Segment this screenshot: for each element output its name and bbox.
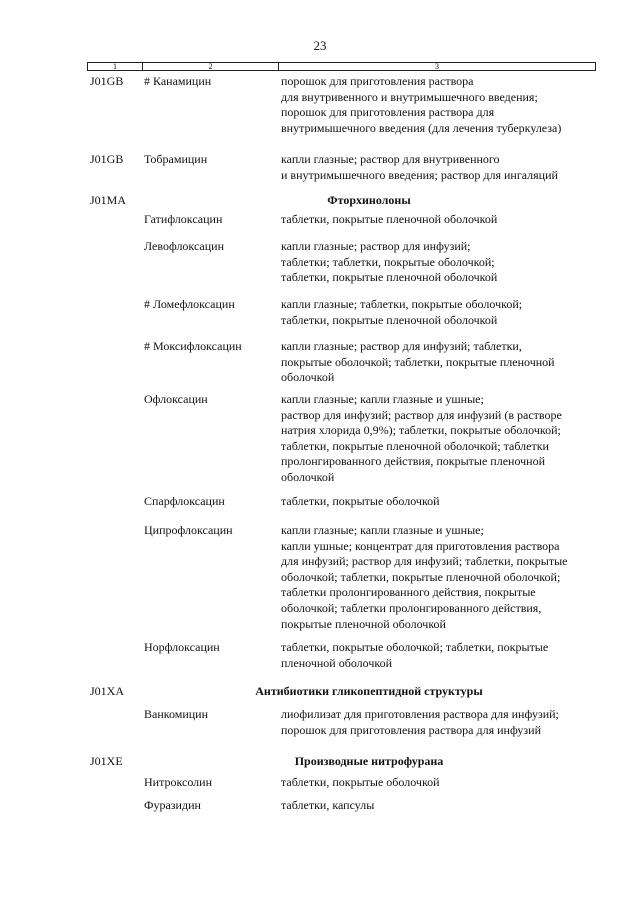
dosage-form-line: оболочкой xyxy=(281,470,335,484)
dosage-form-line: капли глазные; капли глазные и ушные; xyxy=(281,392,484,406)
dosage-form-line: таблетки, покрытые оболочкой xyxy=(281,775,440,789)
dosage-form-line: пролонгированного действия, покрытые пленочной xyxy=(281,454,546,469)
dosage-form-line: капли ушные; концентрат для приготовления раствора xyxy=(281,538,560,553)
drug-name: Ципрофлоксацин xyxy=(144,523,233,537)
group-heading: Производные нитрофурана xyxy=(294,754,444,768)
dosage-form-line: капли глазные; капли глазные и ушные; xyxy=(281,523,484,537)
atc-code: J01XA xyxy=(90,684,125,698)
dosage-form-line: внутримышечного введения (для лечения туберкулеза) xyxy=(281,120,562,135)
dosage-form-line: таблетки, покрытые оболочкой xyxy=(281,494,440,508)
dosage-form-line: таблетки, покрытые пленочной оболочкой xyxy=(281,212,498,226)
drug-name: Ванкомицин xyxy=(144,707,209,721)
dosage-form-line: лиофилизат для приготовления раствора для инфузий; xyxy=(281,707,559,721)
header-col-3: 3 xyxy=(435,62,439,71)
dosage-form-line: для внутривенного и внутримышечного введения; xyxy=(281,89,538,104)
atc-code: J01GB xyxy=(90,74,124,88)
atc-code: J01MA xyxy=(90,193,127,207)
drug-name: Норфлоксацин xyxy=(144,640,220,654)
dosage-form-line: капли глазные; таблетки, покрытые оболочкой; xyxy=(281,297,523,311)
dosage-form-line: таблетки, покрытые оболочкой; таблетки, покрытые xyxy=(281,640,549,654)
group-heading: Антибиотики гликопептидной структуры xyxy=(255,684,483,698)
dosage-form-line: порошок для приготовления раствора xyxy=(281,74,474,88)
drug-name: # Ломефлоксацин xyxy=(144,297,235,311)
header-col-2: 2 xyxy=(208,62,213,71)
dosage-form-line: таблетки, покрытые пленочной оболочкой xyxy=(281,270,498,285)
drug-name: Нитроксолин xyxy=(144,775,213,789)
dosage-form-line: оболочкой; таблетки, покрытые пленочной оболочкой; xyxy=(281,569,561,584)
dosage-form-line: для инфузий; раствор для инфузий; таблетки, покрытые xyxy=(281,554,568,569)
dosage-form-line: порошок для приготовления раствора для xyxy=(281,105,495,120)
drug-name: Офлоксацин xyxy=(144,392,208,406)
dosage-form-line: покрытые оболочкой; таблетки, покрытые пленочной xyxy=(281,354,555,369)
drug-name: Спарфлоксацин xyxy=(144,494,225,508)
dosage-form-line: раствор для инфузий; раствор для инфузий (в растворе xyxy=(281,407,562,422)
group-heading: Фторхинолоны xyxy=(327,193,411,207)
dosage-form-line: оболочкой xyxy=(281,370,335,385)
dosage-form-line: натрия хлорида 0,9%); таблетки, покрытые оболочкой; xyxy=(281,423,561,438)
drug-name: Фуразидин xyxy=(144,798,201,812)
drug-name: Гатифлоксацин xyxy=(144,212,223,226)
atc-code: J01XE xyxy=(90,754,123,768)
dosage-form-line: порошок для приготовления раствора для инфузий xyxy=(281,722,542,737)
dosage-form-line: капли глазные; раствор для инфузий; xyxy=(281,239,471,253)
drug-name: Левофлоксацин xyxy=(144,239,225,253)
dosage-form-line: оболочкой; таблетки пролонгированного действия, xyxy=(281,601,542,615)
drug-name: Тобрамицин xyxy=(144,152,208,166)
header-col-1: 1 xyxy=(113,62,117,71)
dosage-form-line: покрытые пленочной оболочкой xyxy=(281,616,446,631)
drug-name: # Канамицин xyxy=(144,74,212,88)
atc-code: J01GB xyxy=(90,152,124,166)
dosage-form-line: таблетки пролонгированного действия, покрытые xyxy=(281,585,536,600)
dosage-form-line: таблетки; таблетки, покрытые оболочкой; xyxy=(281,254,495,269)
dosage-form-line: таблетки, покрытые пленочной оболочкой xyxy=(281,312,498,327)
dosage-form-line: таблетки, покрытые пленочной оболочкой; таблетки xyxy=(281,438,549,453)
dosage-form-line: капли глазные; раствор для инфузий; таблетки, xyxy=(281,339,522,353)
dosage-form-line: таблетки, капсулы xyxy=(281,798,375,812)
drug-name: # Моксифлоксацин xyxy=(144,339,242,353)
page-number: 23 xyxy=(313,38,327,53)
dosage-form-line: капли глазные; раствор для внутривенного xyxy=(281,152,500,166)
dosage-form-line: и внутримышечного введения; раствор для ингаляций xyxy=(281,167,558,182)
dosage-form-line: пленочной оболочкой xyxy=(281,655,393,670)
